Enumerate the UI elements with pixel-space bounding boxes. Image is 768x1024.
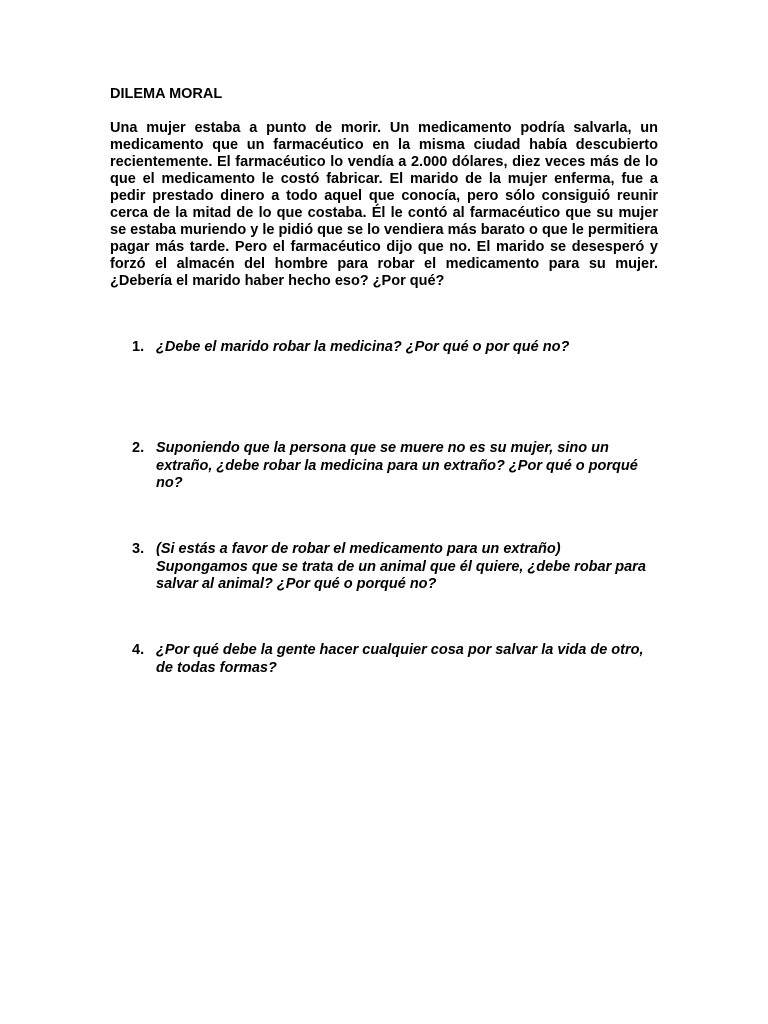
question-number: 2. [132,440,145,456]
question-number: 1. [132,339,145,355]
question-item [132,541,652,594]
question-item [132,642,652,677]
question-text: ¿Debe el marido robar la medicina? ¿Por qué o por qué no? [156,339,570,355]
question-item [132,440,652,493]
question-number: 4. [132,642,145,658]
question-text: (Si estás a favor de robar el medicamento para un extraño) Supongamos que se trata de un animal que él quiere, ¿debe robar para salvar al animal? ¿Por qué o porqué no? [156,541,646,592]
document-title: DILEMA MORAL [110,86,223,102]
question-item [132,339,652,357]
question-number: 3. [132,541,145,557]
question-text: ¿Por qué debe la gente hacer cualquier cosa por salvar la vida de otro, de todas formas? [156,642,644,676]
dilemma-paragraph: Una mujer estaba a punto de morir. Un medicamento podría salvarla, un medicamento que un farmacéutico en la misma ciudad había descubierto recientemente. El farmacéutico lo vendía a 2.000 dólares, diez veces más de lo que el medicamento le costó fabricar. El marido de la mujer enferma, fue a pedir prestado dinero a todo aquel que conocía, pero sólo consiguió reunir cerca de la mitad de lo que costaba. Él le contó al farmacéutico que su mujer se estaba muriendo y le pidió que se lo vendiera más barato o que le permitiera pagar más tarde. Pero el farmacéutico dijo que no. El marido se desesperó y forzó el almacén del hombre para robar el medicamento para su mujer. ¿Debería el marido haber hecho eso? ¿Por qué? [110,120,658,289]
question-text: Suponiendo que la persona que se muere no es su mujer, sino un extraño, ¿debe robar la medicina para un extraño? ¿Por qué o porqué no? [156,440,638,491]
